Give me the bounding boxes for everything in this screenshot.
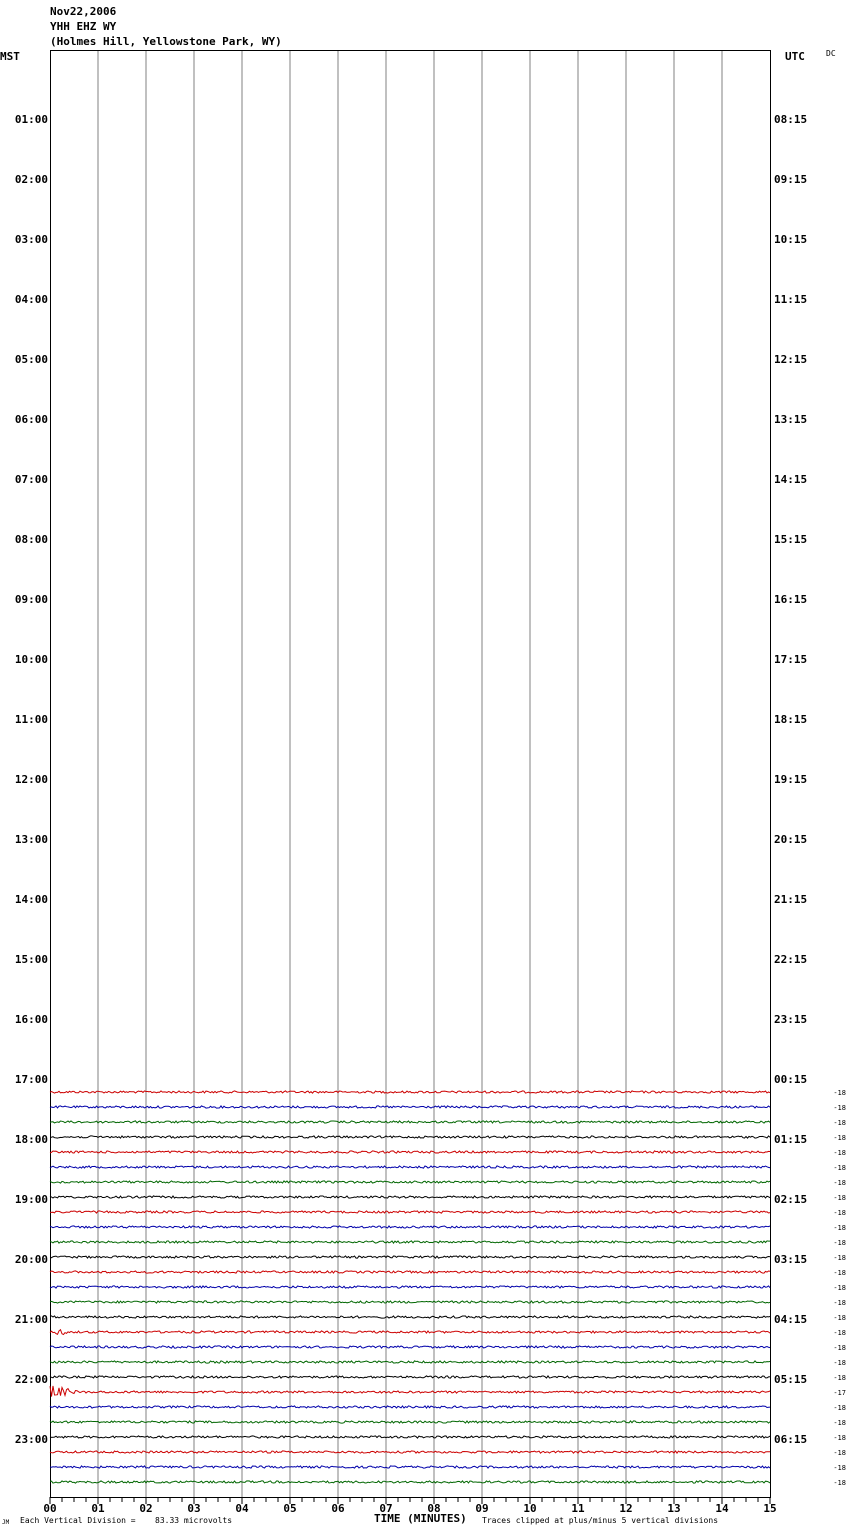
trace-line [50,1241,770,1243]
mst-hour-label: 02:00 [14,173,48,186]
trace-value-label: -18 [833,1119,846,1127]
trace-line [50,1271,770,1273]
trace-line [50,1451,770,1453]
mst-hour-label: 21:00 [14,1313,48,1326]
utc-hour-label: 21:15 [774,893,808,906]
utc-hour-label: 14:15 [774,473,808,486]
trace-value-label: -17 [833,1389,846,1397]
trace-line [50,1301,770,1303]
mst-hour-label: 04:00 [14,293,48,306]
utc-hour-label: 09:15 [774,173,808,186]
footer-left-mark: JM [2,1519,10,1526]
utc-hour-label: 18:15 [774,713,808,726]
utc-hour-label: 10:15 [774,233,808,246]
trace-value-label: -18 [833,1089,846,1097]
trace-line [50,1121,770,1123]
trace-line [50,1346,770,1348]
trace-line [50,1330,770,1335]
x-tick-label: 10 [523,1502,537,1515]
utc-hour-label: 11:15 [774,293,808,306]
utc-hour-label: 06:15 [774,1433,808,1446]
utc-hour-label: 17:15 [774,653,808,666]
utc-hour-label: 23:15 [774,1013,808,1026]
trace-value-label: -18 [833,1404,846,1412]
trace-line [50,1386,770,1397]
utc-hour-label: 19:15 [774,773,808,786]
clip-note: Traces clipped at plus/minus 5 vertical divisions [482,1516,719,1525]
trace-line [50,1466,770,1468]
trace-value-label: -18 [833,1254,846,1262]
trace-line [50,1151,770,1153]
trace-line [50,1361,770,1363]
trace-line [50,1376,770,1378]
trace-line [50,1286,770,1288]
x-tick-label: 12 [619,1502,633,1515]
mst-hour-label: 23:00 [14,1433,48,1446]
header-date: Nov22,2006 [50,5,117,18]
corner-tag: DC [826,49,836,58]
x-tick-label: 02 [139,1502,153,1515]
trace-line [50,1196,770,1198]
utc-hour-label: 13:15 [774,413,808,426]
trace-line [50,1436,770,1438]
x-tick-label: 14 [715,1502,729,1515]
mst-hour-label: 12:00 [14,773,48,786]
x-tick-label: 11 [571,1502,585,1515]
trace-value-label: -18 [833,1134,846,1142]
utc-hour-label: 04:15 [774,1313,808,1326]
x-tick-label: 04 [235,1502,249,1515]
mst-hour-label: 11:00 [14,713,48,726]
trace-line [50,1406,770,1408]
mst-hour-label: 08:00 [14,533,48,546]
trace-value-label: -18 [833,1374,846,1382]
utc-hour-label: 03:15 [774,1253,808,1266]
trace-value-label: -18 [833,1164,846,1172]
trace-line [50,1211,770,1213]
x-tick-label: 01 [91,1502,105,1515]
trace-value-label: -18 [833,1269,846,1277]
mst-hour-label: 03:00 [14,233,48,246]
trace-line [50,1106,770,1108]
trace-value-label: -18 [833,1359,846,1367]
utc-hour-label: 02:15 [774,1193,808,1206]
trace-value-label: -18 [833,1224,846,1232]
x-tick-label: 13 [667,1502,681,1515]
mst-hour-label: 15:00 [14,953,48,966]
utc-hour-label: 12:15 [774,353,808,366]
trace-line [50,1181,770,1183]
trace-line [50,1226,770,1228]
right-timezone-label: UTC [785,50,805,63]
trace-value-label: -18 [833,1449,846,1457]
trace-line [50,1256,770,1258]
trace-value-label: -18 [833,1104,846,1112]
mst-hour-label: 20:00 [14,1253,48,1266]
utc-hour-label: 20:15 [774,833,808,846]
scale-value: 83.33 microvolts [155,1516,233,1525]
trace-line [50,1091,770,1093]
mst-hour-label: 14:00 [14,893,48,906]
header-station: YHH EHZ WY [50,20,117,33]
trace-value-label: -18 [833,1314,846,1322]
mst-hour-label: 09:00 [14,593,48,606]
trace-line [50,1316,770,1318]
trace-line [50,1166,770,1168]
mst-hour-label: 13:00 [14,833,48,846]
x-tick-label: 00 [43,1502,57,1515]
mst-hour-label: 22:00 [14,1373,48,1386]
plot-frame [51,51,771,1498]
trace-line [50,1136,770,1138]
trace-value-label: -18 [833,1479,846,1487]
trace-value-label: -18 [833,1149,846,1157]
mst-hour-label: 01:00 [14,113,48,126]
trace-value-label: -18 [833,1329,846,1337]
utc-hour-label: 08:15 [774,113,808,126]
x-tick-label: 08 [427,1502,441,1515]
trace-value-label: -18 [833,1344,846,1352]
x-tick-label: 05 [283,1502,297,1515]
utc-hour-label: 15:15 [774,533,808,546]
mst-hour-label: 05:00 [14,353,48,366]
trace-line [50,1481,770,1483]
mst-hour-label: 17:00 [14,1073,48,1086]
mst-hour-label: 06:00 [14,413,48,426]
trace-value-label: -18 [833,1284,846,1292]
trace-value-label: -18 [833,1209,846,1217]
trace-value-label: -18 [833,1419,846,1427]
utc-hour-label: 00:15 [774,1073,808,1086]
x-tick-label: 03 [187,1502,201,1515]
trace-value-label: -18 [833,1179,846,1187]
trace-value-label: -18 [833,1299,846,1307]
trace-value-label: -18 [833,1239,846,1247]
trace-line [50,1421,770,1423]
x-tick-label: 15 [763,1502,777,1515]
trace-value-label: -18 [833,1434,846,1442]
mst-hour-label: 10:00 [14,653,48,666]
left-timezone-label: MST [0,50,20,63]
x-tick-label: 09 [475,1502,489,1515]
trace-value-label: -18 [833,1464,846,1472]
mst-hour-label: 07:00 [14,473,48,486]
mst-hour-label: 18:00 [14,1133,48,1146]
header-location: (Holmes Hill, Yellowstone Park, WY) [50,35,282,48]
utc-hour-label: 01:15 [774,1133,808,1146]
utc-hour-label: 05:15 [774,1373,808,1386]
x-tick-label: 06 [331,1502,345,1515]
trace-value-label: -18 [833,1194,846,1202]
x-tick-label: 07 [379,1502,393,1515]
x-axis-title: TIME (MINUTES) [374,1512,467,1525]
scale-label: Each Vertical Division = [20,1516,136,1525]
mst-hour-label: 19:00 [14,1193,48,1206]
mst-hour-label: 16:00 [14,1013,48,1026]
utc-hour-label: 22:15 [774,953,808,966]
utc-hour-label: 16:15 [774,593,808,606]
